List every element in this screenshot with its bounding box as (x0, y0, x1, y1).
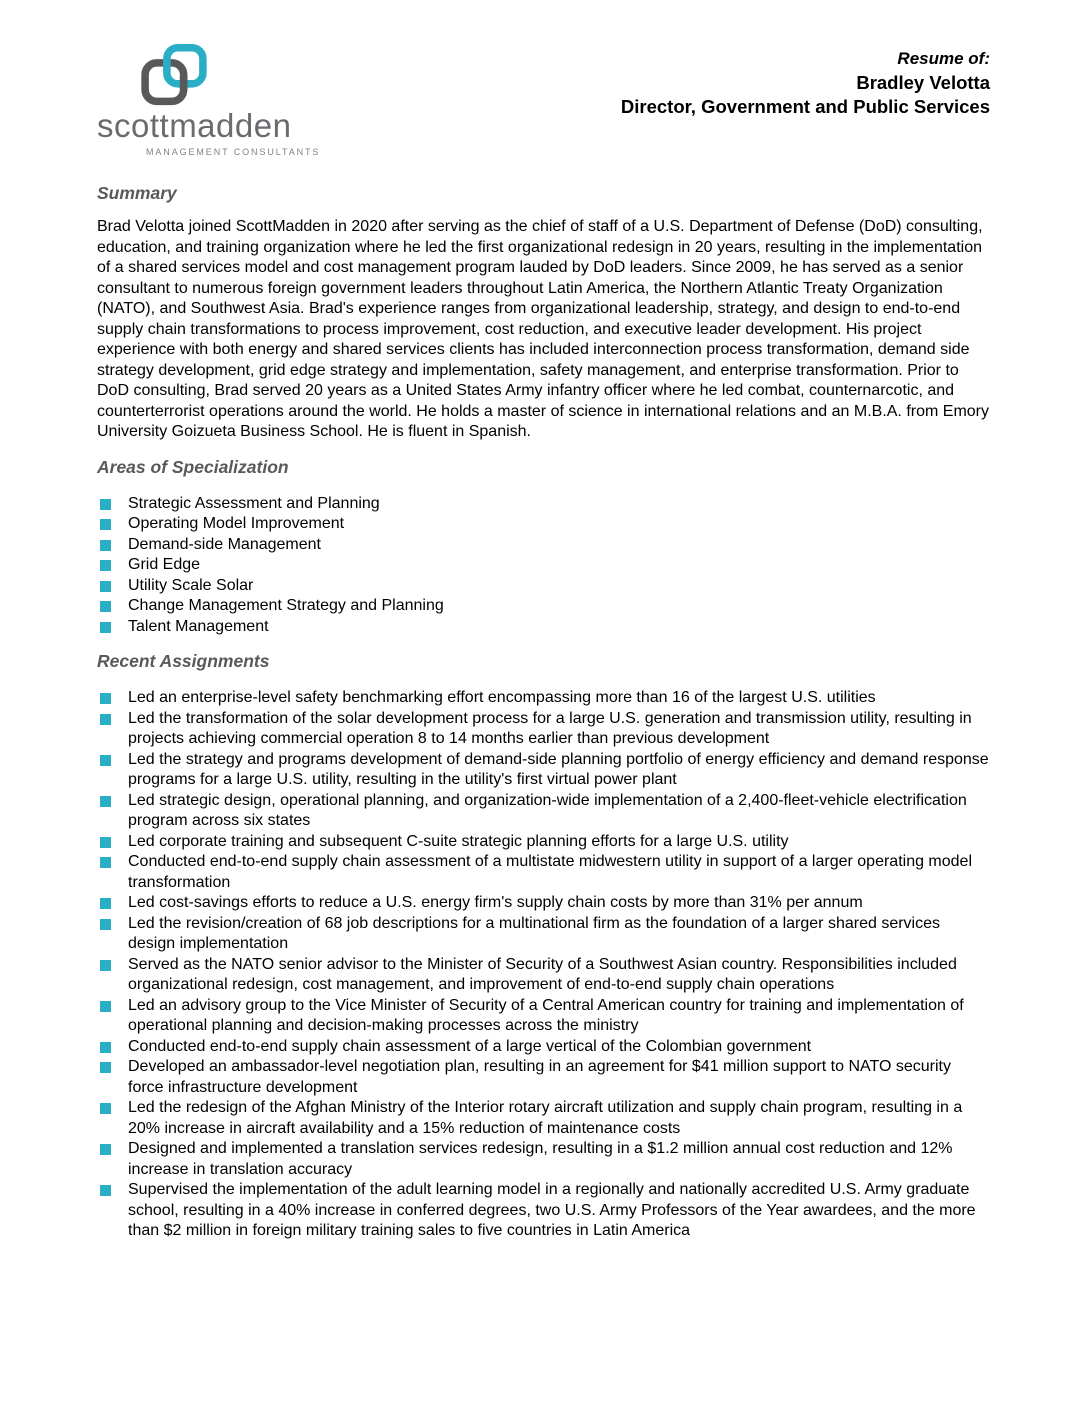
bullet-square-icon (100, 1185, 111, 1196)
assignment-item (97, 1180, 990, 1242)
assignment-item (97, 1037, 990, 1058)
summary-heading: Summary (97, 183, 177, 203)
scottmadden-logo (97, 44, 417, 157)
specialization-item (97, 535, 990, 556)
assignment-item (97, 1139, 990, 1180)
bullet-square-icon (100, 1103, 111, 1114)
bullet-square-icon (100, 560, 111, 571)
bullet-square-icon (100, 622, 111, 633)
specialization-item (97, 617, 990, 638)
assignment-item (97, 750, 990, 791)
bullet-square-icon (100, 540, 111, 551)
overlapping-squares-icon (140, 44, 208, 106)
assignment-text: Led the redesign of the Afghan Ministry of the Interior rotary aircraft utilization and supply chain program, resulting in a 20% increase in aircraft availability and a 15% reduction of maintenance costs (128, 1099, 963, 1137)
bullet-square-icon (100, 1062, 111, 1073)
bullet-square-icon (100, 581, 111, 592)
assignment-text: Led cost-savings efforts to reduce a U.S. energy firm's supply chain costs by more than 31% per annum (128, 894, 863, 911)
assignment-item (97, 1098, 990, 1139)
bullet-square-icon (100, 499, 111, 510)
assignment-item (97, 852, 990, 893)
specialization-text: Demand-side Management (128, 535, 321, 553)
bullet-square-icon (100, 960, 111, 971)
assignment-text: Supervised the implementation of the adult learning model in a regionally and nationally accredited U.S. Army graduate school, resulting in a 40% increase in conferred degrees, two U.S. Army Professors of the Year awardees, and the more than $2 million in foreign military training sales to five countries in Latin America (128, 1181, 976, 1239)
areas-heading: Areas of Specialization (97, 456, 289, 477)
specialization-text: Grid Edge (128, 556, 201, 573)
assignment-text: Served as the NATO senior advisor to the Minister of Security of a Southwest Asian country. Responsibilities included organizational redesign, cost management, and improvement of end-to-end supply chain operations (128, 955, 957, 993)
person-name: Bradley Velotta (856, 72, 990, 94)
bullet-square-icon (100, 1144, 111, 1155)
bullet-square-icon (100, 519, 111, 530)
specialization-text: Talent Management (128, 617, 269, 635)
assignment-text: Led corporate training and subsequent C-suite strategic planning efforts for a large U.S. utility (128, 832, 789, 850)
assignment-text: Developed an ambassador-level negotiation plan, resulting in an agreement for $41 million support to NATO security force infrastructure development (128, 1058, 951, 1096)
assignments-heading: Recent Assignments (97, 651, 270, 671)
specialization-text: Operating Model Improvement (128, 515, 345, 532)
person-title: Director, Government and Public Services (620, 96, 990, 118)
bullet-square-icon (100, 1001, 111, 1012)
assignment-item (97, 955, 990, 996)
specialization-text: Change Management Strategy and Planning (128, 597, 444, 614)
specialization-item (97, 514, 990, 535)
assignment-text: Led the revision/creation of 68 job descriptions for a multinational firm as the foundation of a larger shared services design implementation (128, 914, 940, 952)
specialization-item (97, 494, 990, 515)
assignment-text: Led the transformation of the solar development process for a large U.S. generation and transmission utility, resulting in projects achieving commercial operation 8 to 14 months earlier than previous development (128, 709, 972, 747)
assignment-text: Led an advisory group to the Vice Minister of Security of a Central American country for training and implementation of operational planning and decision-making processes across the ministry (128, 996, 964, 1034)
bullet-square-icon (100, 601, 111, 612)
assignment-item (97, 996, 990, 1037)
specialization-item (97, 555, 990, 576)
assignment-text: Led an enterprise-level safety benchmarking effort encompassing more than 16 of the largest U.S. utilities (128, 689, 876, 706)
header-titles (621, 44, 990, 119)
summary-paragraph: Brad Velotta joined ScottMadden in 2020 after serving as the chief of staff of a U.S. Department of Defense (DoD) consulting, education, and training organization where he led the first organizational redesign in 20 years, resulting in the implementation of a shared services model and cost management program lauded by DoD leaders. Since 2009, he has served as a senior consultant to numerous foreign government leaders throughout Latin America, the Northern Atlantic Treaty Organization (NATO), and Southwest Asia. Brad's experience ranges from organizational leadership, strategy, and design to end-to-end supply chain transformations to process improvement, cost reduction, and executive leader development. His project experience with both energy and shared services clients has included interconnection process transformation, demand side strategy development, grid edge strategy and implementation, safety management, and enterprise transformation. Prior to DoD consulting, Brad served 20 years as a United States Army infantry officer where he led combat, counternarcotic, and counterterrorist operations around the world. He holds a master of science in international relations and an M.B.A. from Emory University Goizueta Business School. He is fluent in Spanish. (97, 218, 989, 440)
bullet-square-icon (100, 796, 111, 807)
areas-of-specialization-section (97, 457, 990, 638)
assignment-item (97, 832, 990, 853)
logo-tagline: MANAGEMENT CONSULTANTS (146, 147, 321, 157)
recent-assignments-section (97, 651, 990, 1242)
bullet-square-icon (100, 755, 111, 766)
assignment-text: Led strategic design, operational planning, and organization-wide implementation of a 2,400-fleet-vehicle electrification program across six states (128, 791, 967, 829)
bullet-square-icon (100, 919, 111, 930)
bullet-square-icon (100, 1042, 111, 1053)
areas-list (97, 494, 990, 638)
assignment-text: Led the strategy and programs development of demand-side planning portfolio of energy efficiency and demand response programs for a large U.S. utility, resulting in the utility's first virtual power plant (128, 750, 989, 788)
specialization-text: Strategic Assessment and Planning (128, 494, 380, 512)
page-header (97, 44, 990, 157)
bullet-square-icon (100, 714, 111, 725)
bullet-square-icon (100, 693, 111, 704)
assignment-item (97, 791, 990, 832)
bullet-square-icon (100, 898, 111, 909)
resume-of-label: Resume of: (897, 49, 990, 68)
assignment-item (97, 893, 990, 914)
assignment-text: Conducted end-to-end supply chain assessment of a multistate midwestern utility in support of a larger operating model transformation (128, 853, 973, 891)
summary-section (97, 183, 990, 443)
specialization-item (97, 576, 990, 597)
assignment-item (97, 688, 990, 709)
logo-wordmark: scottmadden (97, 107, 292, 144)
specialization-text: Utility Scale Solar (128, 576, 254, 594)
bullet-square-icon (100, 837, 111, 848)
assignment-text: Conducted end-to-end supply chain assessment of a large vertical of the Colombian government (128, 1037, 812, 1055)
assignment-item (97, 914, 990, 955)
assignment-text: Designed and implemented a translation services redesign, resulting in a $1.2 million annual cost reduction and 12% increase in translation accuracy (128, 1140, 953, 1178)
bullet-square-icon (100, 857, 111, 868)
specialization-item (97, 596, 990, 617)
assignment-item (97, 709, 990, 750)
assignments-list (97, 688, 990, 1242)
assignment-item (97, 1057, 990, 1098)
